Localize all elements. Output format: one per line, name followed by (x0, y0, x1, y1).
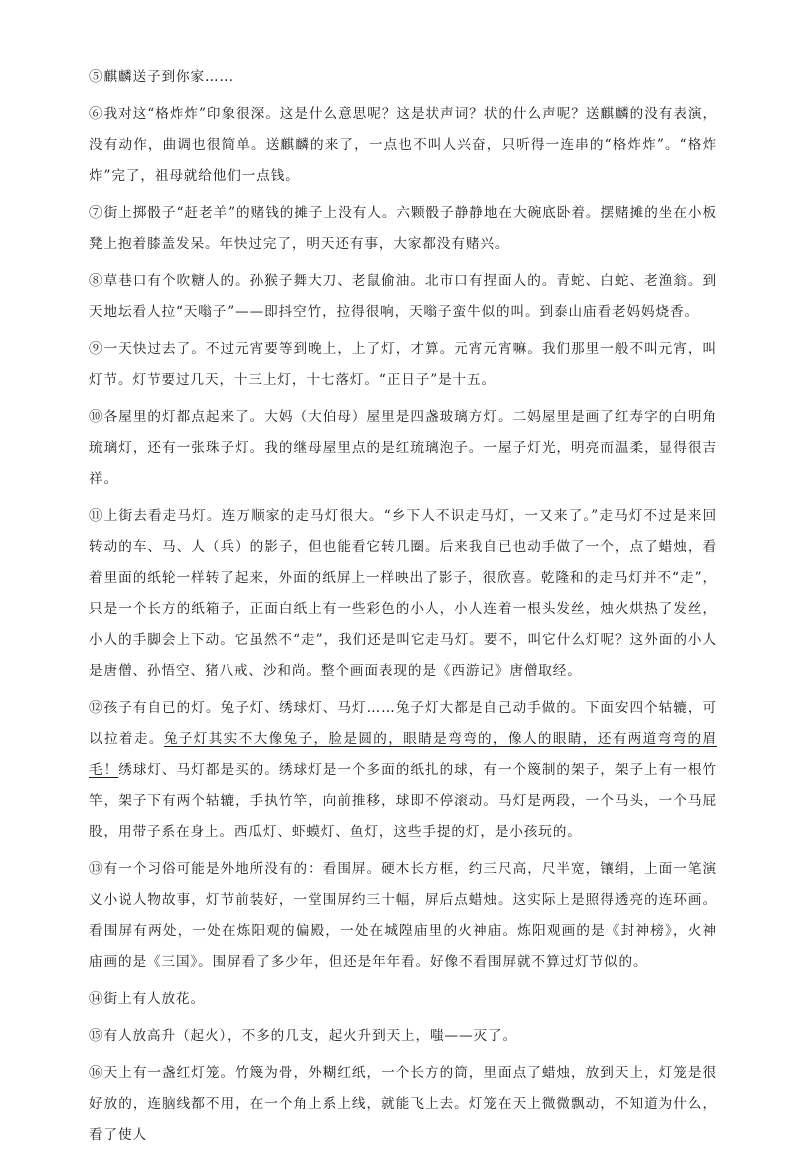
paragraph-12 (89, 693, 717, 848)
paragraph-5-text: ⑤麒麟送子到你家…… (89, 69, 234, 85)
paragraph-16-text: ⑯天上有一盏红灯笼。竹篾为骨，外糊红纸，一个长方的筒，里面点了蜡烛，放到天上，灯笼是很好放的，连脑线都不用，在一个角上系上线，就能飞上去。灯笼在天上微微飘动，不知道为什么，看了使人 (89, 1065, 717, 1143)
paragraph-14 (89, 984, 717, 1015)
paragraph-7-text: ⑦街上掷骰子“赶老羊”的赌钱的摊子上没有人。六颗骰子静静地在大碗底卧着。摆赌摊的坐在小板凳上抱着膝盖发呆。年快过完了，明天还有事，大家都没有赌兴。 (89, 205, 717, 252)
paragraph-11 (89, 501, 717, 687)
document-body (89, 62, 717, 1157)
paragraph-11-text: ⑪上街去看走马灯。连万顺家的走马灯很大。“乡下人不识走马灯，一又来了。”走马灯不过是来回转动的车、马、人（兵）的影子，但也能看它转几圈。后来我自已也动手做了一个，点了蜡烛，看着里面的纸轮一样转了起来，外面的纸屏上一样映出了影子，很欣喜。乾隆和的走马灯并不“走”，只是一个长方的纸箱子，正面白纸上有一些彩色的小人，小人连着一根头发丝，烛火烘热了发丝，小人的手脚会上下动。它虽然不“走”，我们还是叫它走马灯。要不，叫它什么灯呢？这外面的小人是唐僧、孙悟空、猪八戒、沙和尚。整个画面表现的是《西游记》唐僧取经。 (89, 508, 717, 679)
paragraph-5 (89, 62, 717, 93)
paragraph-15 (89, 1021, 717, 1052)
paragraph-13 (89, 854, 717, 978)
paragraph-8 (89, 266, 717, 328)
paragraph-6-text: ⑥我对这“格炸炸”印象很深。这是什么意思呢？这是状声词？状的什么声呢？送麒麟的没有表演，没有动作，曲调也很简单。送麒麟的来了，一点也不叫人兴奋，只听得一连串的“格炸炸”。“格炸炸”完了，祖母就给他们一点钱。 (89, 106, 717, 184)
paragraph-8-text: ⑧草巷口有个吹糖人的。孙猴子舞大刀、老鼠偷油。北市口有捏面人的。青蛇、白蛇、老渔翁。到天地坛看人拉“天嗡子”——即抖空竹，拉得很响，天嗡子蛮牛似的叫。到泰山庙看老妈妈烧香。 (89, 273, 717, 320)
paragraph-16 (89, 1058, 717, 1151)
paragraph-10 (89, 402, 717, 495)
paragraph-12-underlined-sentence: 兔子灯其实不大像兔子，脸是圆的，眼睛是弯弯的，像人的眼睛，还有两道弯弯的眉毛！ (89, 731, 717, 778)
paragraph-13-text: ⑬有一个习俗可能是外地所没有的：看围屏。硬木长方框，约三尺高，尺半宽，镶绢，上面一笔演义小说人物故事，灯节前装好，一堂围屏约三十幅，屏后点蜡烛。这实际上是照得透亮的连环画。看围屏有两处，一处在炼阳观的偏殿，一处在城隍庙里的火神庙。炼阳观画的是《封神榜》，火神庙画的是《三国》。围屏看了多少年，但还是年年看。好像不看围屏就不算过灯节似的。 (89, 861, 717, 970)
paragraph-7 (89, 198, 717, 260)
paragraph-12-text-start: ⑫孩子有自已的灯。兔子灯、绣球灯、马灯……兔子灯大都是自己动手做的。下面安四个轱辘，可以拉着走。 (89, 700, 717, 747)
paragraph-9 (89, 334, 717, 396)
paragraph-14-text: ⑭街上有人放花。 (89, 991, 205, 1007)
paragraph-15-text: ⑮有人放高升（起火），不多的几支，起火升到天上，嗤——灭了。 (89, 1028, 518, 1044)
paragraph-9-text: ⑨一天快过去了。不过元宵要等到晚上，上了灯，才算。元宵元宵嘛。我们那里一般不叫元宵，叫灯节。灯节要过几天，十三上灯，十七落灯。“正日子”是十五。 (89, 341, 717, 388)
paragraph-6 (89, 99, 717, 192)
paragraph-12-text-end: 绣球灯、马灯都是买的。绣球灯是一个多面的纸扎的球，有一个篾制的架子，架子上有一根竹竿，架子下有两个轱辘，手执竹竿，向前推移，球即不停滚动。马灯是两段，一个马头，一个马屁股，用带子系在身上。西瓜灯、虾蟆灯、鱼灯，这些手提的灯，是小孩玩的。 (89, 762, 717, 840)
paragraph-10-text: ⑩各屋里的灯都点起来了。大妈（大伯母）屋里是四盏玻璃方灯。二妈屋里是画了红寿字的白明角琉璃灯，还有一张珠子灯。我的继母屋里点的是红琉璃泡子。一屋子灯光，明亮而温柔，显得很吉祥。 (89, 409, 717, 487)
